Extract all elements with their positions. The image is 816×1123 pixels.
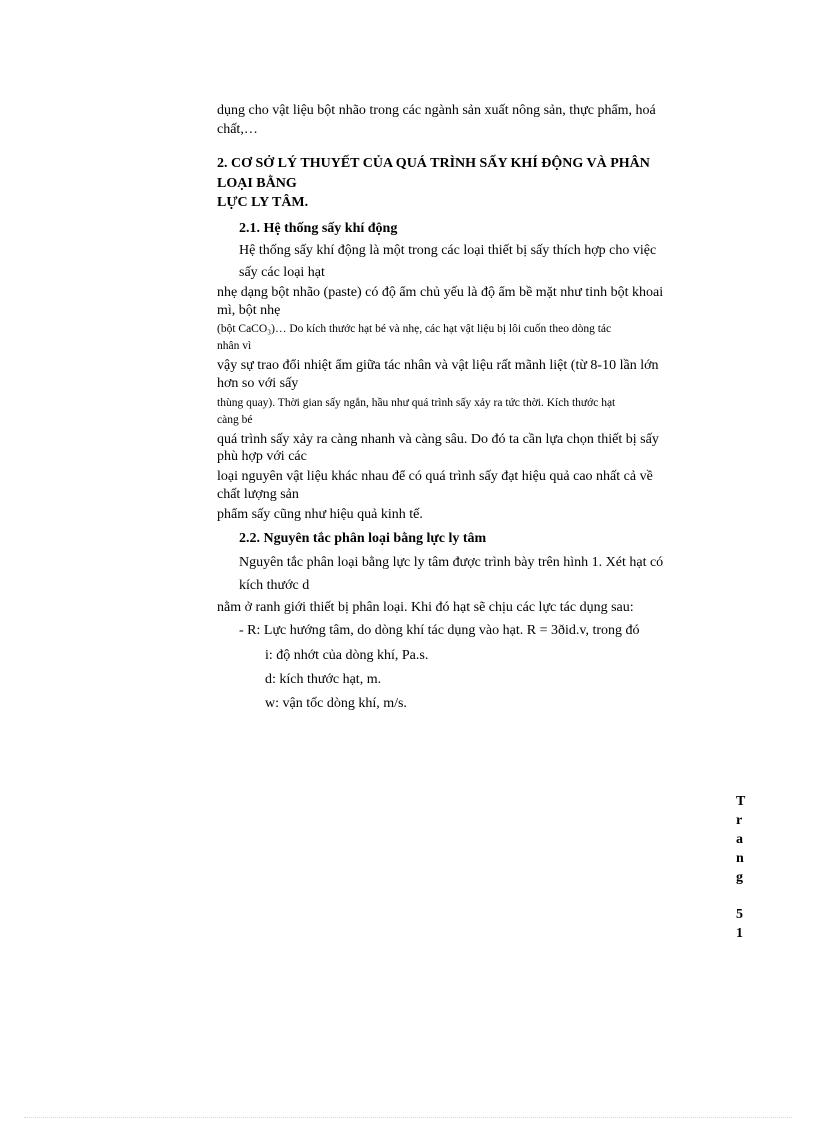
- paragraph-line: sấy các loại hạt: [239, 265, 325, 280]
- intro-line-2: chất,…: [217, 122, 258, 137]
- paragraph-line: nhẹ dạng bột nhão (paste) có độ ẩm chủ yếu là độ ẩm bề mặt như tinh bột khoai: [217, 285, 664, 300]
- paragraph-line: Hệ thống sấy khí động là một trong các loại thiết bị sấy thích hợp cho việc: [239, 243, 657, 258]
- paragraph-line: phẩm sấy cũng như hiệu quả kinh tế.: [217, 507, 423, 522]
- section-2-title-line-2: LOẠI BẰNG: [217, 176, 297, 191]
- definition-line: w: vận tốc dòng khí, m/s.: [265, 696, 407, 711]
- page-label-char: n: [736, 851, 744, 866]
- page-label-char: r: [736, 813, 743, 828]
- paragraph-line: loại nguyên vật liệu khác nhau để có quá trình sấy đạt hiệu quả cao nhất cả về: [217, 469, 653, 484]
- definition-line: i: độ nhớt của dòng khí, Pa.s.: [265, 648, 429, 663]
- paragraph-line: quá trình sấy xảy ra càng nhanh và càng sâu. Do đó ta cần lựa chọn thiết bị sấy: [217, 432, 659, 447]
- page-label-char: g: [736, 870, 743, 885]
- subsection-2-2-heading: 2.2. Nguyên tắc phân loại bằng lực ly tâm: [239, 531, 487, 546]
- page-bottom-divider: [24, 1117, 792, 1118]
- paragraph-line: nằm ở ranh giới thiết bị phân loại. Khi đó hạt sẽ chịu các lực tác dụng sau:: [217, 600, 634, 615]
- paragraph-line: Nguyên tắc phân loại bằng lực ly tâm được trình bày trên hình 1. Xét hạt có: [239, 555, 664, 570]
- section-2-title-line-1: 2. CƠ SỞ LÝ THUYẾT CỦA QUÁ TRÌNH SẤY KHÍ ĐỘNG VÀ PHÂN: [217, 156, 650, 171]
- page-label-char: a: [736, 832, 743, 847]
- paragraph-line: thùng quay). Thời gian sấy ngắn, hầu như quá trình sấy xảy ra tức thời. Kích thước hạt: [217, 397, 616, 409]
- paragraph-line: kích thước d: [239, 578, 310, 593]
- paragraph-line: càng bé: [217, 414, 253, 426]
- page-label-char: 1: [736, 926, 743, 941]
- page-label-char: T: [736, 794, 746, 809]
- list-item: - R: Lực hướng tâm, do dòng khí tác dụng vào hạt. R = 3ðid.v, trong đó: [239, 623, 640, 638]
- paragraph-line: mì, bột nhẹ: [217, 303, 281, 318]
- paragraph-line: nhân vì: [217, 340, 252, 352]
- paragraph-line: vậy sự trao đổi nhiệt ẩm giữa tác nhân và vật liệu rất mãnh liệt (từ 8-10 lần lớn: [217, 358, 659, 373]
- page-label-char: 5: [736, 907, 743, 922]
- intro-line-1: dụng cho vật liệu bột nhão trong các ngành sản xuất nông sản, thực phẩm, hoá: [217, 103, 656, 118]
- definition-line: d: kích thước hạt, m.: [265, 672, 382, 687]
- subsection-2-1-heading: 2.1. Hệ thống sấy khí động: [239, 221, 398, 236]
- paragraph-line: hơn so với sấy: [217, 376, 299, 391]
- paragraph-line: phù hợp với các: [217, 449, 307, 464]
- paragraph-line: (bột CaCO₃)… Do kích thước hạt bé và nhẹ, các hạt vật liệu bị lôi cuốn theo dòng tác: [217, 323, 612, 335]
- section-2-title-line-3: LỰC LY TÂM.: [217, 195, 309, 210]
- paragraph-line: chất lượng sản: [217, 487, 299, 502]
